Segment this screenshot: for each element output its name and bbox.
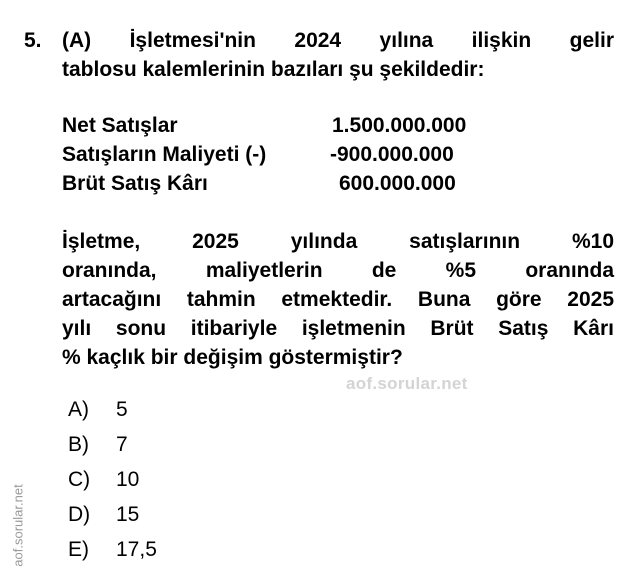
option-d[interactable] [68,497,157,532]
row-value: -900.000.000 [330,143,454,166]
option-text: 17,5 [116,538,157,561]
stem-line: (A) İşletmesi'nin 2024 yılına ilişkin gelir [62,29,614,52]
stem-line: tablosu kalemlerinin bazıları şu şekildedir: [62,58,485,81]
option-e[interactable] [68,532,157,567]
option-text: 7 [116,433,128,456]
row-label: Net Satışlar [62,114,178,137]
income-statement-table [62,111,502,198]
row-value: 1.500.000.000 [332,114,467,137]
option-letter: D) [68,503,91,526]
question-number: 5. [24,29,42,52]
question-stem [62,26,614,84]
paragraph-line: yılı sonu itibariyle işletmenin Brüt Satış Kârı [62,317,614,340]
row-value: 600.000.000 [339,172,456,195]
option-b[interactable] [68,427,157,462]
option-letter: C) [68,468,91,491]
question-paragraph [62,227,614,372]
table-row [62,111,502,140]
paragraph-line: oranında, maliyetlerin de %5 oranında [62,259,614,282]
option-a[interactable] [68,392,157,427]
row-label: Satışların Maliyeti (-) [62,143,267,166]
paragraph-line: İşletme, 2025 yılında satışlarının %10 [62,230,614,253]
row-label: Brüt Satış Kârı [62,172,208,195]
option-letter: B) [68,433,89,456]
option-text: 15 [116,503,140,526]
paragraph-line: % kaçlık bir değişim göstermiştir? [62,346,403,369]
answer-options [68,392,157,567]
option-letter: E) [68,538,89,561]
table-row [62,140,502,169]
option-text: 5 [116,398,128,421]
option-letter: A) [68,398,89,421]
table-row [62,169,502,198]
option-text: 10 [116,468,140,491]
watermark-center: aof.sorular.net [346,374,468,393]
paragraph-line: artacağını tahmin etmektedir. Buna göre 2025 [62,288,614,311]
option-c[interactable] [68,462,157,497]
watermark-side: aof.sorular.net [10,484,26,567]
